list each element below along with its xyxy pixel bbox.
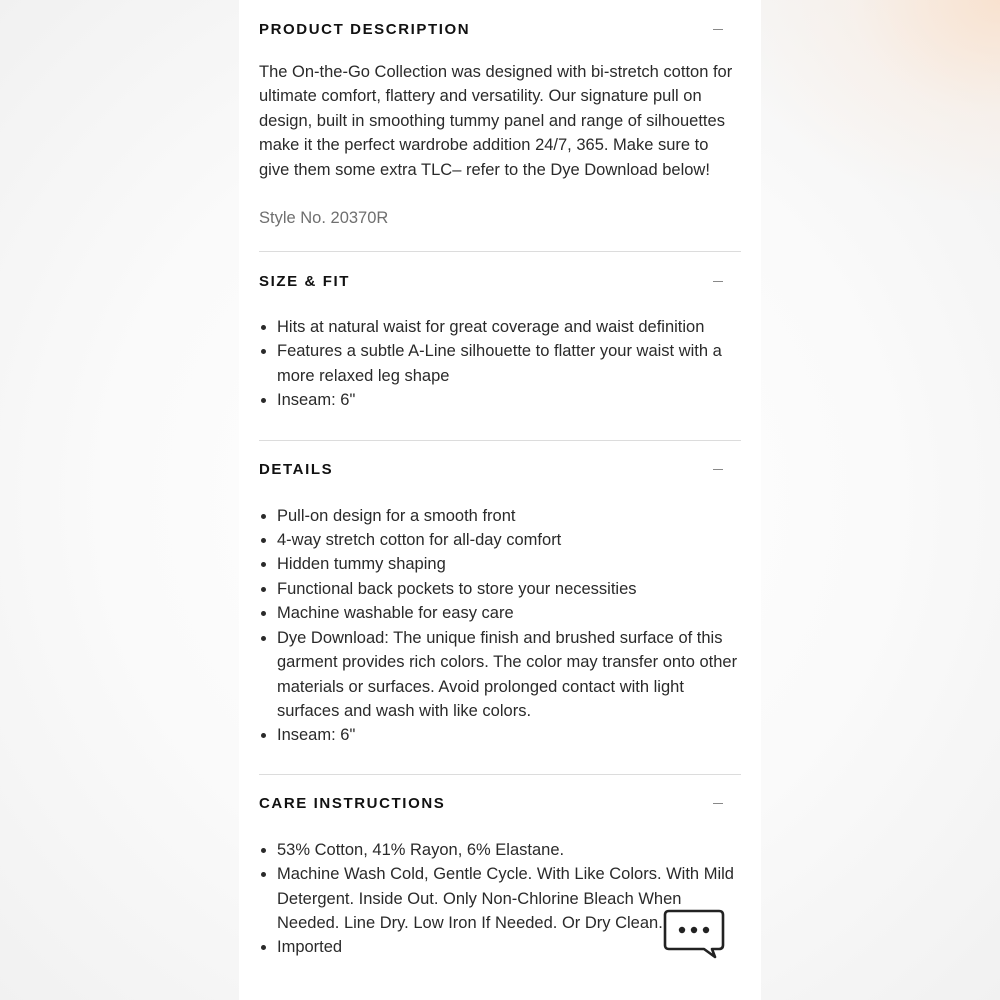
list-item: • Pull-on design for a smooth front bbox=[277, 504, 741, 528]
minus-icon[interactable] bbox=[713, 803, 723, 804]
list-item: • 4-way stretch cotton for all-day comfort bbox=[277, 528, 741, 552]
list-item: • 53% Cotton, 41% Rayon, 6% Elastane. bbox=[277, 838, 741, 862]
list-item: • Dye Download: The unique finish and brushed surface of this garment provides rich colors. The color may transfer onto other materials or surfaces. Avoid prolonged contact with light surfaces and wash with like colors. bbox=[277, 626, 741, 724]
details-section bbox=[259, 441, 741, 775]
product-description-header[interactable] bbox=[259, 0, 741, 58]
section-title: DETAILS bbox=[259, 461, 334, 479]
section-title: CARE INSTRUCTIONS bbox=[259, 795, 446, 813]
list-item: • Machine washable for easy care bbox=[277, 601, 741, 625]
chat-bubble-icon bbox=[663, 908, 725, 960]
list-item: • Inseam: 6" bbox=[277, 388, 741, 412]
chat-button[interactable] bbox=[663, 908, 725, 960]
size-fit-header[interactable] bbox=[259, 252, 741, 310]
care-instructions-header[interactable] bbox=[259, 775, 741, 833]
list-item: • Functional back pockets to store your necessities bbox=[277, 577, 741, 601]
list-item: • Machine Wash Cold, Gentle Cycle. With Like Colors. With Mild Detergent. Inside Out. Only Non-Chlorine Bleach When Needed. Line Dry. Low Iron If Needed. Or Dry Clean. bbox=[277, 862, 741, 935]
product-description-text: The On-the-Go Collection was designed with bi-stretch cotton for ultimate comfort, flattery and versatility. Our signature pull on design, built in smoothing tummy panel and range of silhouettes make it the perfect wardrobe addition 24/7, 365. Make sure to give them some extra TLC– refer to the Dye Download below! bbox=[259, 63, 733, 179]
minus-icon[interactable] bbox=[713, 281, 723, 282]
size-fit-list bbox=[259, 315, 741, 413]
list-item: • Features a subtle A-Line silhouette to flatter your waist with a more relaxed leg shape bbox=[277, 339, 741, 388]
list-item: • Hits at natural waist for great coverage and waist definition bbox=[277, 315, 741, 339]
product-description-body bbox=[259, 58, 741, 251]
list-item: • Hidden tummy shaping bbox=[277, 552, 741, 576]
details-header[interactable] bbox=[259, 441, 741, 499]
size-fit-section bbox=[259, 252, 741, 441]
list-item: • Imported bbox=[277, 935, 741, 959]
minus-icon[interactable] bbox=[713, 29, 723, 30]
size-fit-body bbox=[259, 310, 741, 440]
product-info-panel bbox=[239, 0, 761, 1000]
details-list bbox=[259, 504, 741, 748]
section-title: PRODUCT DESCRIPTION bbox=[259, 20, 471, 38]
style-number: Style No. 20370R bbox=[259, 209, 389, 228]
details-body bbox=[259, 499, 741, 774]
list-item: • Inseam: 6" bbox=[277, 723, 741, 747]
section-title: SIZE & FIT bbox=[259, 272, 350, 290]
background-glow bbox=[740, 0, 1000, 200]
product-description-section bbox=[259, 0, 741, 252]
minus-icon[interactable] bbox=[713, 469, 723, 470]
